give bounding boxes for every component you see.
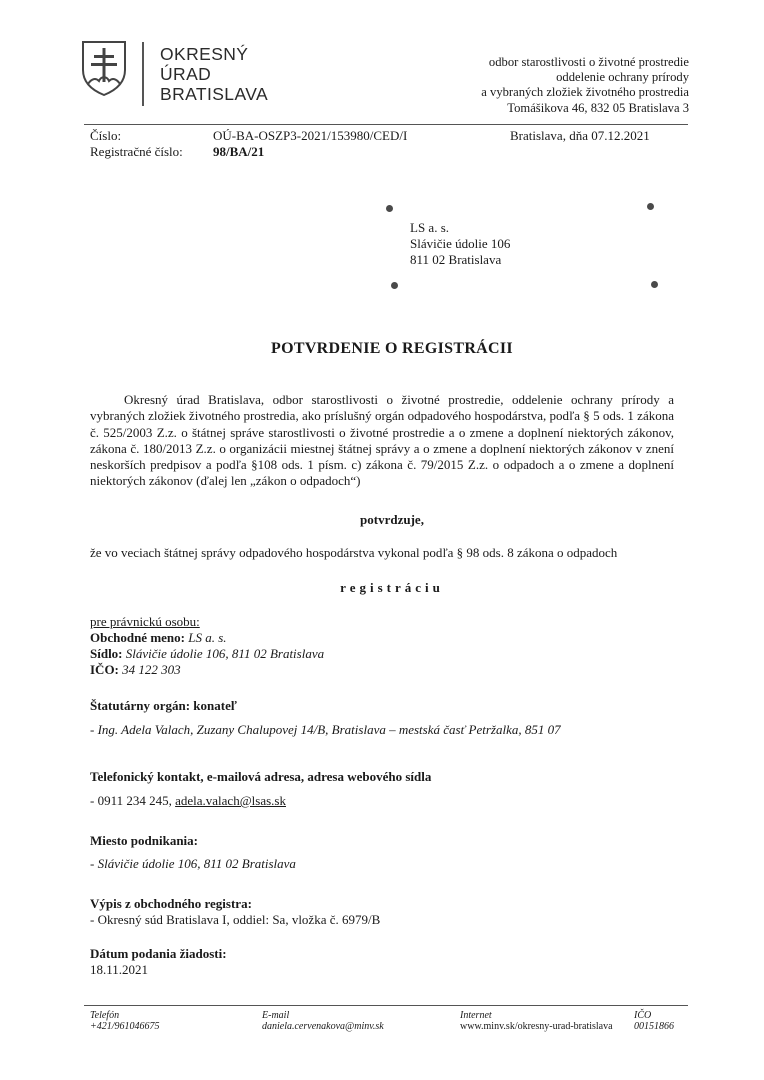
entity-seat-label: Sídlo: bbox=[90, 646, 123, 661]
department-line: Tomášikova 46, 832 05 Bratislava 3 bbox=[507, 100, 689, 115]
entity-seat-value: Slávičie údolie 106, 811 02 Bratislava bbox=[125, 646, 325, 661]
logo-divider bbox=[142, 42, 144, 106]
entity-name-value: LS a. s. bbox=[188, 630, 227, 645]
recipient-line: 811 02 Bratislava bbox=[410, 252, 502, 267]
register-label: Výpis z obchodného registra: bbox=[90, 896, 252, 911]
office-name bbox=[160, 44, 268, 104]
footer-email bbox=[262, 1010, 384, 1033]
footer-web-value: www.minv.sk/okresny-urad-bratislava bbox=[460, 1021, 613, 1032]
contact-label: Telefonický kontakt, e-mailová adresa, adresa webového sídla bbox=[90, 769, 432, 784]
entity-seat-row bbox=[90, 646, 324, 662]
footer-email-label: E-mail bbox=[262, 1010, 290, 1021]
confirms-text: že vo veciach štátnej správy odpadového hospodárstva vykonal podľa § 98 ods. 8 zákona o odpadoch bbox=[90, 545, 618, 560]
number-label: Číslo: bbox=[90, 128, 122, 143]
registration-label: Registračné číslo: bbox=[90, 144, 183, 159]
register-value: - Okresný súd Bratislava I, oddiel: Sa, vložka č. 6979/B bbox=[90, 912, 381, 927]
footer-ico-value: 00151866 bbox=[634, 1021, 674, 1032]
header-rule bbox=[84, 124, 688, 125]
window-mark bbox=[391, 282, 398, 289]
recipient-line: Slávičie údolie 106 bbox=[410, 236, 511, 251]
statutory-label: Štatutárny orgán: konateľ bbox=[90, 698, 237, 713]
department-address bbox=[481, 55, 689, 116]
window-mark bbox=[386, 205, 393, 212]
place-date: Bratislava, dňa 07.12.2021 bbox=[510, 128, 650, 143]
number-value: OÚ-BA-OSZP3-2021/153980/CED/I bbox=[213, 128, 408, 143]
entity-for-label: pre právnickú osobu: bbox=[90, 614, 200, 629]
statutory-value: - Ing. Adela Valach, Zuzany Chalupovej 14/B, Bratislava – mestská časť Petržalka, 851 07 bbox=[90, 722, 561, 737]
office-name-line: OKRESNÝ bbox=[160, 44, 249, 64]
entity-name-row bbox=[90, 630, 227, 646]
recipient-address bbox=[410, 220, 510, 268]
window-mark bbox=[651, 281, 658, 288]
footer-email-value: daniela.cervenakova@minv.sk bbox=[262, 1021, 384, 1032]
footer-ico bbox=[634, 1010, 674, 1033]
footer-phone-label: Telefón bbox=[90, 1010, 120, 1021]
slovak-coat-of-arms-icon bbox=[80, 40, 128, 96]
intro-text: Okresný úrad Bratislava, odbor starostlivosti o životné prostredie, oddelenie ochrany prírody a vybraných zložiek životného prostredia, ako príslušný orgán odpadového hospodárstva, podľa § 5 ods. 1 zákona č. 525/2003 Z.z. o štátnej správe starostlivosti o životné prostredie a o zmene a doplnení niektorých zákonov, zákona č. 180/2013 Z.z. o organizácii miestnej štátnej správy a o zmene a doplnení niektorých zákonov v znení neskorších predpisov a podľa §108 ods. 1 písm. c) zákona č. 79/2015 Z.z. o odpadoch a o zmene a doplnení niektorých zákonov (ďalej len „zákon o odpadoch“) bbox=[90, 392, 674, 489]
confirms-heading: potvrdzuje, bbox=[360, 512, 424, 527]
footer-ico-label: IČO bbox=[634, 1010, 652, 1021]
recipient-line: LS a. s. bbox=[410, 220, 449, 235]
contact-row bbox=[90, 793, 286, 809]
registration-heading: registráciu bbox=[340, 580, 444, 595]
contact-phone: - 0911 234 245, bbox=[90, 793, 176, 808]
submission-value: 18.11.2021 bbox=[90, 962, 149, 977]
registration-value: 98/BA/21 bbox=[213, 144, 265, 159]
document-title: POTVRDENIE O REGISTRÁCII bbox=[271, 340, 513, 357]
entity-ico-label: IČO: bbox=[90, 662, 119, 677]
business-place-value: - Slávičie údolie 106, 811 02 Bratislava bbox=[90, 856, 296, 871]
footer-phone-value: +421/961046675 bbox=[90, 1021, 160, 1032]
intro-paragraph bbox=[90, 392, 674, 490]
department-line: a vybraných zložiek životného prostredia bbox=[481, 85, 689, 100]
office-name-line: ÚRAD bbox=[160, 64, 212, 84]
department-line: oddelenie ochrany prírody bbox=[556, 70, 689, 85]
footer-phone bbox=[90, 1010, 160, 1033]
entity-ico-row bbox=[90, 662, 181, 678]
contact-email-link[interactable]: adela.valach@lsas.sk bbox=[175, 793, 286, 808]
footer-web bbox=[460, 1010, 613, 1033]
footer-web-label: Internet bbox=[460, 1010, 492, 1021]
entity-name-label: Obchodné meno: bbox=[90, 630, 185, 645]
business-place-label: Miesto podnikania: bbox=[90, 833, 198, 848]
coat-of-arms-logo bbox=[80, 40, 128, 96]
window-mark bbox=[647, 203, 654, 210]
submission-label: Dátum podania žiadosti: bbox=[90, 946, 227, 961]
entity-ico-value: 34 122 303 bbox=[122, 662, 181, 677]
department-line: odbor starostlivosti o životné prostredie bbox=[488, 55, 689, 69]
office-name-line: BRATISLAVA bbox=[160, 84, 269, 104]
footer-rule bbox=[84, 1005, 688, 1006]
